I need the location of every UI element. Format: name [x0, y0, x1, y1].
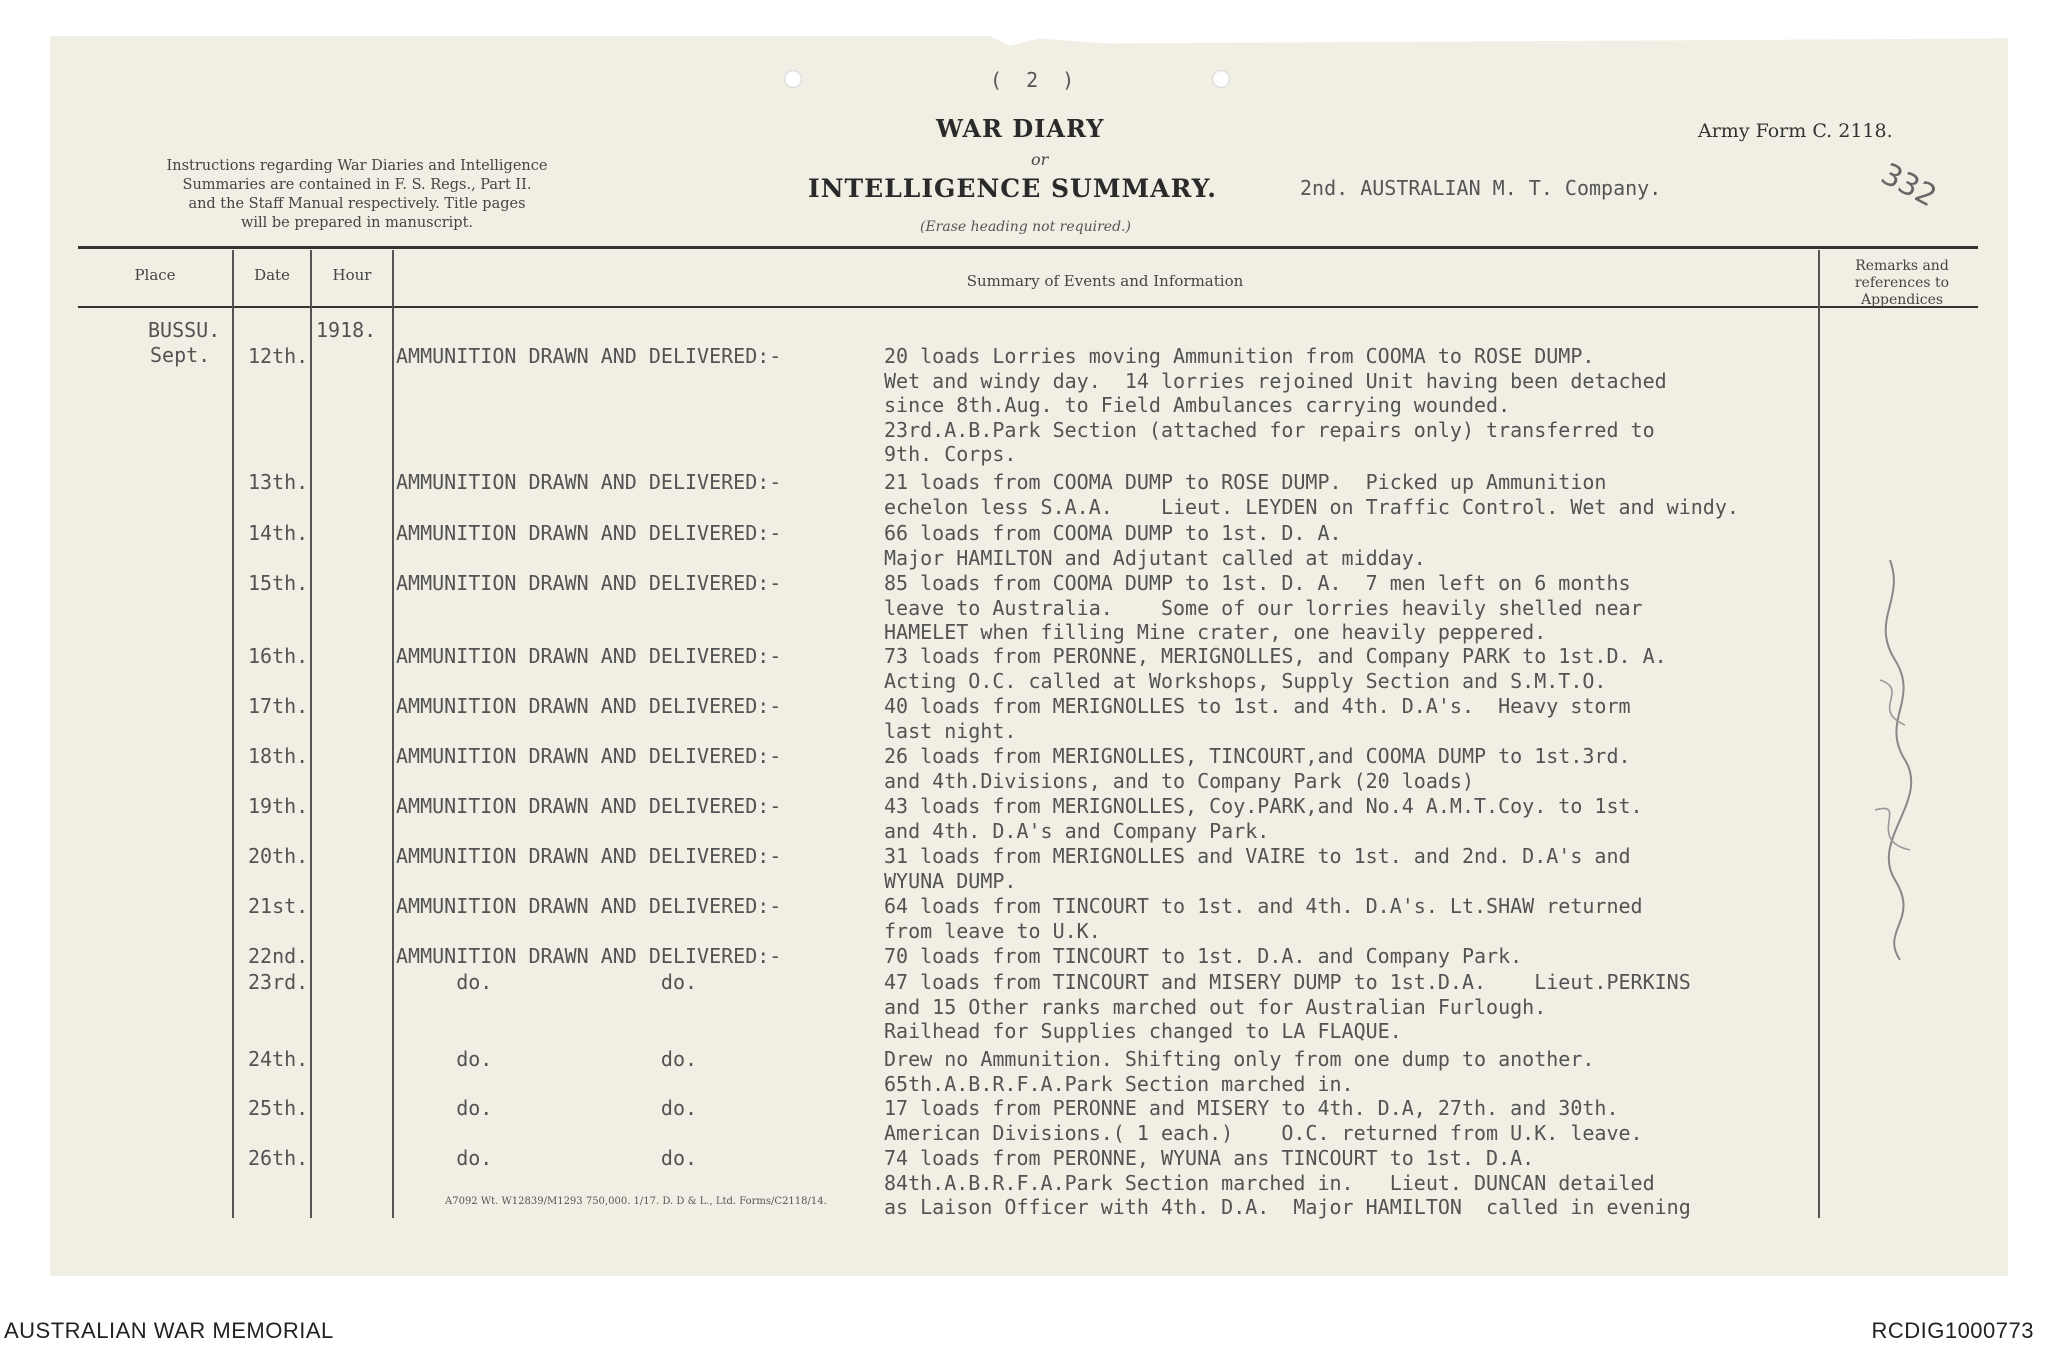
column-divider	[232, 250, 234, 1218]
entry-text-line: Railhead for Supplies changed to LA FLAQUE.	[884, 1019, 1402, 1043]
entry-text-line: 47 loads from TINCOURT and MISERY DUMP to 1st.D.A. Lieut.PERKINS	[884, 970, 1691, 994]
punch-hole	[784, 70, 802, 88]
entry-text-line: last night.	[884, 718, 1017, 743]
entry-text-line: 65th.A.B.R.F.A.Park Section marched in.	[884, 1071, 1354, 1096]
entry-category: AMMUNITION DRAWN AND DELIVERED:-	[396, 844, 782, 868]
entry-date: 17th.	[248, 694, 309, 718]
printer-imprint: A7092 Wt. W12839/M1293 750,000. 1/17. D. D & L., Ltd. Forms/C2118/14.	[445, 1196, 827, 1207]
entry-category: do. do.	[396, 1146, 698, 1170]
entry-category: AMMUNITION DRAWN AND DELIVERED:-	[396, 470, 782, 494]
entry-text-line: and 15 Other ranks marched out for Australian Furlough.	[884, 994, 1547, 1019]
entry-date: 25th.	[248, 1096, 309, 1120]
entry-text-line: since 8th.Aug. to Field Ambulances carrying wounded.	[884, 393, 1511, 417]
entry-date: 26th.	[248, 1146, 309, 1170]
entry-text-line: 9th. Corps.	[884, 442, 1017, 466]
footer-institution: AUSTRALIAN WAR MEMORIAL	[4, 1318, 334, 1343]
entry-text-line: 31 loads from MERIGNOLLES and VAIRE to 1st. and 2nd. D.A's and	[884, 844, 1631, 868]
entry-text-line: 85 loads from COOMA DUMP to 1st. D. A. 7 men left on 6 months	[884, 571, 1631, 595]
entry-text-line: Major HAMILTON and Adjutant called at midday.	[884, 545, 1426, 570]
entry-date: 19th.	[248, 794, 309, 818]
header-rule	[78, 246, 1978, 249]
entry-text-line: HAMELET when filling Mine crater, one heavily peppered.	[884, 620, 1547, 644]
entry-category: AMMUNITION DRAWN AND DELIVERED:-	[396, 344, 782, 368]
entry-text-line: 64 loads from TINCOURT to 1st. and 4th. D.A's. Lt.SHAW returned	[884, 894, 1643, 918]
title-war-diary: WAR DIARY	[936, 114, 1105, 143]
entry-text-line: as Laison Officer with 4th. D.A. Major HAMILTON called in evening	[884, 1195, 1691, 1219]
title-or: or	[1031, 150, 1049, 169]
entry-text-line: 43 loads from MERIGNOLLES, Coy.PARK,and No.4 A.M.T.Coy. to 1st.	[884, 794, 1643, 818]
entry-text-line: and 4th.Divisions, and to Company Park (20 loads)	[884, 768, 1475, 793]
entry-text-line: 74 loads from PERONNE, WYUNA ans TINCOURT to 1st. D.A.	[884, 1146, 1535, 1170]
entry-date: 18th.	[248, 744, 309, 768]
entry-category: do. do.	[396, 970, 698, 994]
column-header-rule	[78, 306, 1978, 308]
footer-record-id: RCDIG1000773	[1871, 1318, 2034, 1343]
entry-date: 14th.	[248, 521, 309, 545]
entry-category: do. do.	[396, 1047, 698, 1071]
entry-date: 22nd.	[248, 944, 309, 968]
entry-text-line: 26 loads from MERIGNOLLES, TINCOURT,and COOMA DUMP to 1st.3rd.	[884, 744, 1631, 768]
entry-text-line: American Divisions.( 1 each.) O.C. returned from U.K. leave.	[884, 1120, 1643, 1145]
entry-text-line: echelon less S.A.A. Lieut. LEYDEN on Traffic Control. Wet and windy.	[884, 494, 1739, 519]
entry-text-line: 17 loads from PERONNE and MISERY to 4th. D.A, 27th. and 30th.	[884, 1096, 1619, 1120]
entry-text-line: 70 loads from TINCOURT to 1st. D.A. and Company Park.	[884, 944, 1523, 968]
entry-date: 23rd.	[248, 970, 309, 994]
column-header-place: Place	[134, 266, 176, 284]
entry-text-line: 66 loads from COOMA DUMP to 1st. D. A.	[884, 521, 1342, 545]
column-header-date: Date	[254, 266, 290, 284]
entry-date: 21st.	[248, 894, 309, 918]
column-header-hour: Hour	[332, 266, 372, 284]
entry-text-line: 23rd.A.B.Park Section (attached for repairs only) transferred to	[884, 417, 1655, 442]
entry-text-line: leave to Australia. Some of our lorries heavily shelled near	[884, 595, 1643, 620]
folio-number: 332	[1875, 156, 1943, 215]
army-form-label: Army Form C. 2118.	[1698, 120, 1893, 142]
entry-text-line: 21 loads from COOMA DUMP to ROSE DUMP. Picked up Ammunition	[884, 470, 1607, 494]
instructions-note: Instructions regarding War Diaries and Intelligence Summaries are contained in F. S. Regs., Part II. and the Staff Manual respectively. Title pages will be prepared in manuscript.	[166, 158, 548, 231]
entry-text-line: Wet and windy day. 14 lorries rejoined Unit having been detached	[884, 368, 1667, 393]
entry-date: 20th.	[248, 844, 309, 868]
entry-category: AMMUNITION DRAWN AND DELIVERED:-	[396, 744, 782, 768]
entry-date: 24th.	[248, 1047, 309, 1071]
entry-category: AMMUNITION DRAWN AND DELIVERED:-	[396, 794, 782, 818]
entry-text-line: Drew no Ammunition. Shifting only from one dump to another.	[884, 1047, 1595, 1071]
column-header-summary: Summary of Events and Information	[966, 272, 1244, 290]
month: Sept.	[150, 343, 211, 367]
title-intelligence-summary: INTELLIGENCE SUMMARY.	[808, 174, 1217, 203]
entry-date: 12th.	[248, 344, 309, 368]
entry-date: 13th.	[248, 470, 309, 494]
entry-category: AMMUNITION DRAWN AND DELIVERED:-	[396, 894, 782, 918]
entry-date: 15th.	[248, 571, 309, 595]
year: 1918.	[316, 318, 377, 342]
entry-text-line: 20 loads Lorries moving Ammunition from COOMA to ROSE DUMP.	[884, 344, 1595, 368]
punch-hole	[1212, 70, 1230, 88]
entry-text-line: 84th.A.B.R.F.A.Park Section marched in. Lieut. DUNCAN detailed	[884, 1170, 1655, 1195]
entry-text-line: Acting O.C. called at Workshops, Supply Section and S.M.T.O.	[884, 668, 1607, 693]
entry-text-line: and 4th. D.A's and Company Park.	[884, 818, 1270, 843]
entry-category: AMMUNITION DRAWN AND DELIVERED:-	[396, 644, 782, 668]
column-divider	[392, 250, 394, 1218]
erase-note: (Erase heading not required.)	[920, 219, 1131, 235]
entry-text-line: from leave to U.K.	[884, 918, 1101, 943]
entry-category: do. do.	[396, 1096, 698, 1120]
entry-category: AMMUNITION DRAWN AND DELIVERED:-	[396, 944, 782, 968]
entry-category: AMMUNITION DRAWN AND DELIVERED:-	[396, 694, 782, 718]
entry-date: 16th.	[248, 644, 309, 668]
entry-category: AMMUNITION DRAWN AND DELIVERED:-	[396, 521, 782, 545]
entry-category: AMMUNITION DRAWN AND DELIVERED:-	[396, 571, 782, 595]
entry-text-line: WYUNA DUMP.	[884, 868, 1017, 893]
unit-name: 2nd. AUSTRALIAN M. T. Company.	[1300, 176, 1662, 200]
page-number: ( 2 )	[990, 68, 1081, 92]
column-divider	[1818, 250, 1820, 1218]
entry-text-line: 40 loads from MERIGNOLLES to 1st. and 4th. D.A's. Heavy storm	[884, 694, 1631, 718]
column-divider	[310, 250, 312, 1218]
handwritten-initials	[1850, 560, 1940, 960]
place-name: BUSSU.	[148, 318, 221, 342]
entry-text-line: 73 loads from PERONNE, MERIGNOLLES, and Company PARK to 1st.D. A.	[884, 644, 1667, 668]
column-header-remarks: Remarks and references to Appendices	[1854, 258, 1950, 308]
